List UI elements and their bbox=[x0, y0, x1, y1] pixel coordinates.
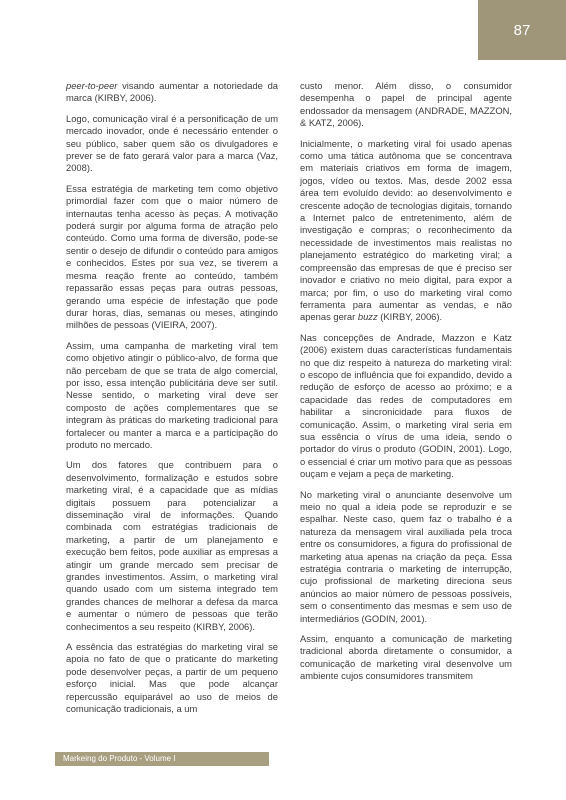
paragraph: Assim, enquanto a comunicação de marketing tradicional aborda diretamente o consumidor, a comunicação de marketing viral desenvolve um ambiente cujos consumidores transmitem bbox=[300, 633, 512, 682]
right-column bbox=[300, 80, 512, 691]
emphasis-text: peer-to-peer bbox=[66, 80, 118, 91]
paragraph-text: Inicialmente, o marketing viral foi usado apenas como uma tática autônoma que se concentrava em materiais criativos em forma de imagem, jogos, vídeo ou textos. Mas, desde 2002 essa área tem evoluído devido: ao desenvolvimento e crescente adoção de tecnologias digitais, tornando a Internet palco de entretenimento, além de investigação e compras; o reconhecimento da necessidade de investimentos mais realistas no planejamento estratégico do marketing viral; a compreensão das empresas de que é preciso ser inovador e criativo no meio digital, para expor a marca; por fim, o uso do marketing viral como ferramenta para aumentar as vendas, e não apenas gerar bbox=[300, 137, 512, 323]
paragraph: No marketing viral o anunciante desenvolve um meio no qual a ideia pode se reproduzir e se espalhar. Neste caso, quem faz o trabalho é a natureza da mensagem viral auxiliada pela troca entre os consumidores, a figura do profissional de marketing atua apenas na criação da peça. Essa estratégia contraria o marketing de interrupção, cujo profissional de marketing direciona seus anúncios ao maior número de pessoas possíveis, sem o consentimento das mesmas e sem uso de intermediários (GODIN, 2001). bbox=[300, 488, 512, 624]
paragraph: A essência das estratégias do marketing viral se apoia no fato de que o praticante do marketing pode desenvolver peças, a partir de um pequeno esforço inicial. Mas que pode alcançar repercussão equiparável ao uso de meios de comunicação tradicionais, a um bbox=[66, 641, 278, 715]
paragraph bbox=[66, 80, 278, 105]
paragraph: Logo, comunicação viral é a personificação de um mercado inovador, onde é necessário entender o seu público, saber quem são os divulgadores e prever se de fato gerará valor para a marca (Vaz, 2008). bbox=[66, 112, 278, 174]
left-column bbox=[66, 80, 278, 724]
paragraph: Um dos fatores que contribuem para o desenvolvimento, formalização e estudos sobre marketing viral, é a capacidade que as mídias digitais possuem para potencializar a disseminação viral de informações. Quando combinada com estratégias tradicionais de marketing, a partir de um planejamento e execução bem feitos, pode auxiliar as empresas a atingir um grande mercado sem precisar de grandes investimentos. Assim, o marketing viral quando usado com um sistema integrado tem grandes chances de melhorar a defesa da marca e aumentar o número de pessoas que terão conhecimentos a seu respeito (KIRBY, 2006). bbox=[66, 459, 278, 632]
paragraph-text: (KIRBY, 2006). bbox=[377, 311, 443, 323]
page-number: 87 bbox=[513, 21, 531, 39]
paragraph: Nas concepções de Andrade, Mazzon e Katz (2006) existem duas características fundamentais no que diz respeito à natureza do marketing viral: o escopo de influência que foi expandido, devido a redução de esforço de acesso ao próximo; e a capacidade das redes de computadores em habilitar a sincronicidade para fluxos de comunicação. Assim, o marketing viral seria em sua essência o vírus de uma ideia, sendo o portador do vírus o produto (GODIN, 2001). Logo, o essencial é criar um motivo para que as pessoas ouçam e vejam a peça de marketing. bbox=[300, 331, 512, 480]
footer-bar bbox=[55, 752, 269, 766]
paragraph-text: visando aumentar a notoriedade da marca (KIRBY, 2006). bbox=[66, 80, 278, 104]
paragraph bbox=[300, 138, 512, 324]
emphasis-text: buzz bbox=[357, 311, 378, 323]
page-number-box bbox=[478, 0, 566, 60]
paragraph: Essa estratégia de marketing tem como objetivo primordial fazer com que o maior número de internautas tenha acesso às peças. A motivação poderá surgir por alguma forma de atração pelo conteúdo. Como uma forma de diversão, pode-se sentir o desejo de difundir o conteúdo para amigos e conhecidos. Estes por sua vez, se tiverem a mesma reação frente ao conteúdo, também repassarão essas peças para outras pessoas, gerando uma espécie de infestação que pode durar horas, dias, semanas ou meses, atingindo milhões de pessoas (VIEIRA, 2007). bbox=[66, 182, 278, 331]
footer-text: Markeing do Produto - Volume I bbox=[63, 754, 176, 763]
paragraph: custo menor. Além disso, o consumidor desempenha o papel de principal agente endossador da mensagem (ANDRADE, MAZZON, & KATZ, 2006). bbox=[300, 80, 512, 129]
paragraph: Assim, uma campanha de marketing viral tem como objetivo atingir o público-alvo, de forma que não percebam de que se trata de algo comercial, por isso, essa intenção publicitária deve ser sutil. Nesse sentido, o marketing viral deve ser composto de ações complementares que se integram às práticas do marketing tradicional para fortalecer ou manter a marca e a participação do produto no mercado. bbox=[66, 339, 278, 450]
